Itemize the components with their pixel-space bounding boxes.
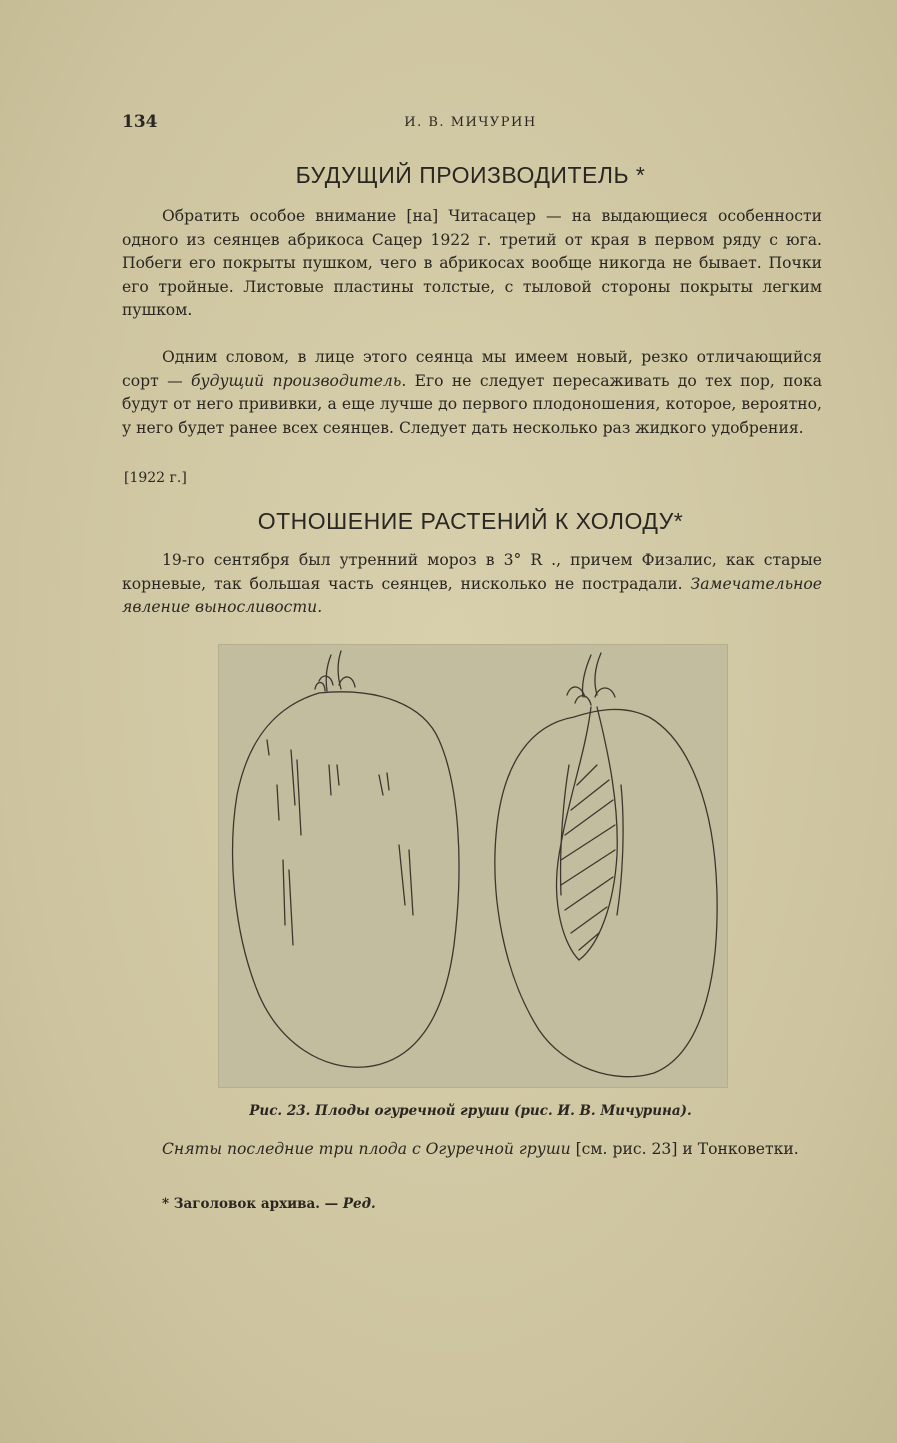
text-run: . Его не следует пересаживать до тех пор, пока будут от него прививки, а еще лучше до первого плодоношения, которое, вероятно, у него будет ранее всех сеянцев. Следует дать несколько раз жидкого удобрения. — [122, 371, 822, 437]
running-header — [118, 112, 823, 136]
footnote-text: * Заголовок архива. — — [162, 1196, 343, 1212]
italic-phrase: Сняты последние три плода с Огуречной груши — [162, 1140, 571, 1158]
italic-phrase: будущий производитель — [191, 371, 402, 390]
date-note: [1922 г.] — [124, 470, 187, 486]
paragraph-apricot-seedling: Обратить особое внимание [на] Читасацер — на выдающиеся особенности одного из сеянцев абрикоса Сацер 1922 г. третий от края в первом ряду с юга. Побеги его покрыты пушком, чего в абрикосах вообще никогда не бывает. Почки его тройные. Листовые пластины толстые, с тыловой стороны покрыты легким пушком. — [122, 207, 822, 320]
footnote-editor: Ред. — [342, 1196, 376, 1212]
paragraph-new-variety — [122, 346, 822, 440]
running-title: И. В. МИЧУРИН — [404, 115, 537, 130]
text-run: 19-го сентября был утренний мороз в 3° R ., причем Физалис, как старые корневые, так большая часть сеянцев, нисколько не пострадали. — [122, 551, 822, 593]
paragraph-last-fruits — [122, 1138, 822, 1162]
figure-pear-drawing — [218, 644, 728, 1088]
section-title-cold-resistance: ОТНОШЕНИЕ РАСТЕНИЙ К ХОЛОДУ* — [257, 508, 684, 534]
paragraph-frost — [122, 549, 822, 620]
pear-sketch-illustration — [219, 645, 727, 1087]
text-run: Одним словом, в лице этого сеянца мы имеем новый, резко отличающийся сорт — — [122, 348, 822, 390]
footnote — [162, 1196, 376, 1212]
page-number: 134 — [122, 112, 158, 132]
section-title-future-producer: БУДУЩИЙ ПРОИЗВОДИТЕЛЬ * — [295, 162, 646, 188]
text-run: [см. рис. 23] и Тонковетки. — [570, 1140, 799, 1158]
italic-phrase: Замечательное явление выносливости. — [122, 574, 822, 617]
figure-caption: Рис. 23. Плоды огуречной груши (рис. И. В. Мичурина). — [249, 1103, 692, 1119]
